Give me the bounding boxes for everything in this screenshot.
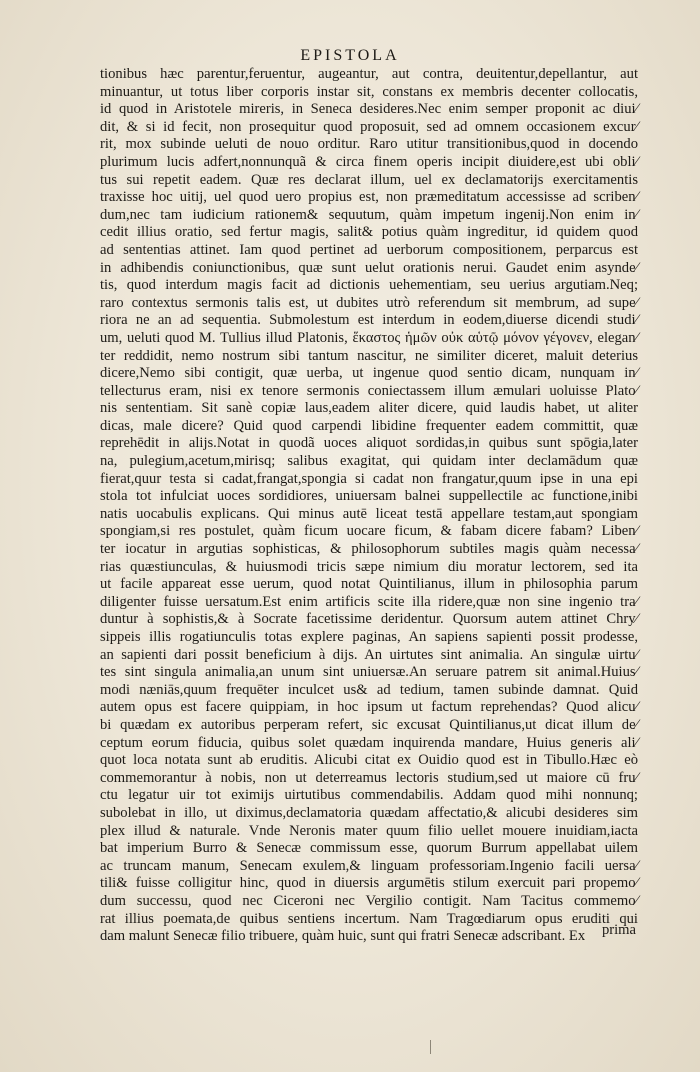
text-line: id quod in Aristotele mireris, in Seneca desideres.Nec enim semper proponit ac diui⁄ — [100, 101, 638, 118]
text-line: bi quædam ex autoribus perperam refert, sic excusat Quintilianus,ut dicat illum de⁄ — [100, 716, 638, 733]
text-line: autem opus est facere quippiam, in hoc ipsum ut factum reprehendas? Quod alicu⁄ — [100, 699, 638, 716]
text-line: duntur à sophistis,& à Socrate facetissime deridentur. Quorsum autem attinet Chry⁄ — [100, 611, 638, 628]
text-line: tellecturus eram, nisi ex tenore sermonis coniectassem illum æmulari uoluisse Plato⁄ — [100, 382, 638, 399]
text-line: dum successu, quod nec Ciceroni nec Vergilio contigit. Nam Tacitus commemo⁄ — [100, 892, 638, 909]
page-mark-decoration — [430, 1040, 431, 1054]
text-line: ctu legatur uir tot eximijs uirtutibus commendabilis. Addam quod mihi nonnunq; — [100, 787, 638, 804]
text-line: traxisse hoc uitij, uel quod uero propius est, non præmeditatum accessisse ad scriben⁄ — [100, 189, 638, 206]
text-line: diligenter fuisse uersatum.Est enim artificis scite illa ridere,quæ non sine ingenio tra⁄ — [100, 593, 638, 610]
text-line: ut facile appareat esse uerum, quod notat Quintilianus, illum in philosophia parum — [100, 576, 638, 593]
text-line: ter reddidit, nemo nostrum sibi tantum nascitur, ne similiter diceret, maluit deterius — [100, 347, 638, 364]
text-line: rias quæstiunculas, & huiusmodi tricis sæpe nimium diu moratur lectorem, sed ita — [100, 558, 638, 575]
text-line: fierat,quur testa si cadat,frangat,spongia si cadat non frangatur,quum ipse in una epi — [100, 470, 638, 487]
text-line: tus sui repetit eadem. Quæ res declarat illum, uel ex declamatorijs exercitamentis — [100, 171, 638, 188]
text-line: rit, mox subinde ueluti de nouo orditur. Raro utitur transitionibus,quod in docendo — [100, 136, 638, 153]
text-line: quot loca notata sunt ab eruditis. Alicubi citat ex Ouidio quod est in Tibullo.Hæc eò — [100, 752, 638, 769]
running-head: EPISTOLA — [300, 47, 400, 64]
text-line: reprehēdit in alijs.Notat in quodã uoces aliquot sordidas,in quibus sunt spōgia,later — [100, 435, 638, 452]
text-line: ac truncam manum, Senecam exulem,& linguam professoriam.Ingenio facili uersa⁄ — [100, 857, 638, 874]
text-line: commemorantur à nobis, non ut deterreamus lectoris studium,sed ut maiore cū fru⁄ — [100, 769, 638, 786]
body-text — [100, 66, 638, 946]
text-line: nis sententiam. Sit sanè copiæ laus,eadem aliter dicere, quid laudis habet, ut aliter — [100, 400, 638, 417]
text-line: riora ne an ad sequentia. Submolestum est interdum in eodem,diuerse dicendi studi⁄ — [100, 312, 638, 329]
text-line: dum,nec tam iudicium rationem& sequutum, quàm impetum ingenij.Non enim in⁄ — [100, 206, 638, 223]
text-line: plex illud & naturale. Vnde Neronis mater quum filio uellet mouere inuidiam,iacta — [100, 822, 638, 839]
text-line: tes sint singula animalia,an unum sint uniuersæ.An seruare patrem sit animal.Huius⁄ — [100, 664, 638, 681]
text-line: cedit illius oratio, sed fertur magis, salit& potius quàm ingreditur, id quidem quod — [100, 224, 638, 241]
text-line: na, pulegium,acetum,mirisq; salibus exagitat, qui quidam inter declamādum quæ — [100, 453, 638, 470]
text-line: dam malunt Senecæ filio tribuere, quàm huic, sunt qui fratri Senecæ adscribant. Ex — [100, 928, 586, 945]
text-line: ter iocatur in argutias sophisticas, & philosophorum subtiles magis quàm necessa⁄ — [100, 541, 638, 558]
text-line: spongiam,si res postulet, quàm ficum uocare ficum, & fabam dicere fabam? Liben⁄ — [100, 523, 638, 540]
text-line: um, ueluti quod M. Tullius illud Platonis, ἕκαστος ἡμῶν οὐκ αὑτῷ μόνον γέγονεν, elegan⁄ — [100, 329, 638, 346]
text-line: stola tot infulciat uoces sordidiores, uniuersam balnei suppellectile ac functione,inibi — [100, 488, 638, 505]
text-line: rat illius poemata,de quibus sentiens incertum. Nam Tragœdiarum opus eruditi qui — [100, 910, 638, 927]
text-line: an sapienti dari possit beneficium à dijs. An uirtutes sint animalia. An singulæ uirtu⁄ — [100, 646, 638, 663]
text-line: tili& fuisse colligitur hinc, quod in diuersis argumētis stilum exercuit pari propemo⁄ — [100, 875, 638, 892]
text-line: in adhibendis coniunctionibus, quæ sunt uelut orationis nerui. Gaudet enim asynde⁄ — [100, 259, 638, 276]
text-line: dicere,Nemo sibi contigit, quæ uerba, ut ingenue quod sentio dicam, nunquam in⁄ — [100, 365, 638, 382]
text-line: minuantur, ut totus liber corporis instar sit, constans ex membris decenter collocatis, — [100, 83, 638, 100]
text-line: natis uocabulis explicans. Qui minus autē liceat testā appellare testam,aut spongiam — [100, 505, 638, 522]
text-line: tis, quod interdum magis facit ad dictionis uehementiam, seu uerius argutiam.Neq; — [100, 277, 638, 294]
text-line: bat imperium Burro & Senecæ commissum esse, quorum Burrum appellabat uilem — [100, 840, 638, 857]
text-line: dicas, male dicere? Quid quod carpendi libidine frequenter eadem committit, quæ — [100, 417, 638, 434]
text-line: ad sententias attinet. Iam quod pertinet ad uerborum compositionem, perparcus est — [100, 241, 638, 258]
text-line: dit, & si id fecit, non prosequitur quod proposuit, sed ad omnem occasionem excur⁄ — [100, 118, 638, 135]
text-line: sippeis illis rogatiunculis totas explere paginas, An sapiens sapienti possit prodesse, — [100, 629, 638, 645]
text-line: raro contextus sermonis talis est, ut dubites utrò referendum sit membrum, ad supe⁄ — [100, 294, 638, 311]
text-line: plurimum lucis adfert,nonnunquã & circa finem operis incipit diuidere,est ubi obli⁄ — [100, 153, 638, 170]
text-line: modi næniās,quum frequēter inculcet us& ad tedium, tamen subinde damnat. Quid — [100, 681, 638, 698]
text-line: ceptum eorum fiducia, quibus solet quædam inquirenda mandare, Huius generis ali⁄ — [100, 734, 638, 751]
text-line: tionibus hæc parentur,feruentur, augeantur, aut contra, deuitentur,depellantur, aut — [100, 66, 638, 82]
catchword: prima — [601, 922, 636, 938]
text-line: subolebat in illo, ut diximus,declamatoria quædam affectatio,& alicubi desideres sim — [100, 804, 638, 821]
